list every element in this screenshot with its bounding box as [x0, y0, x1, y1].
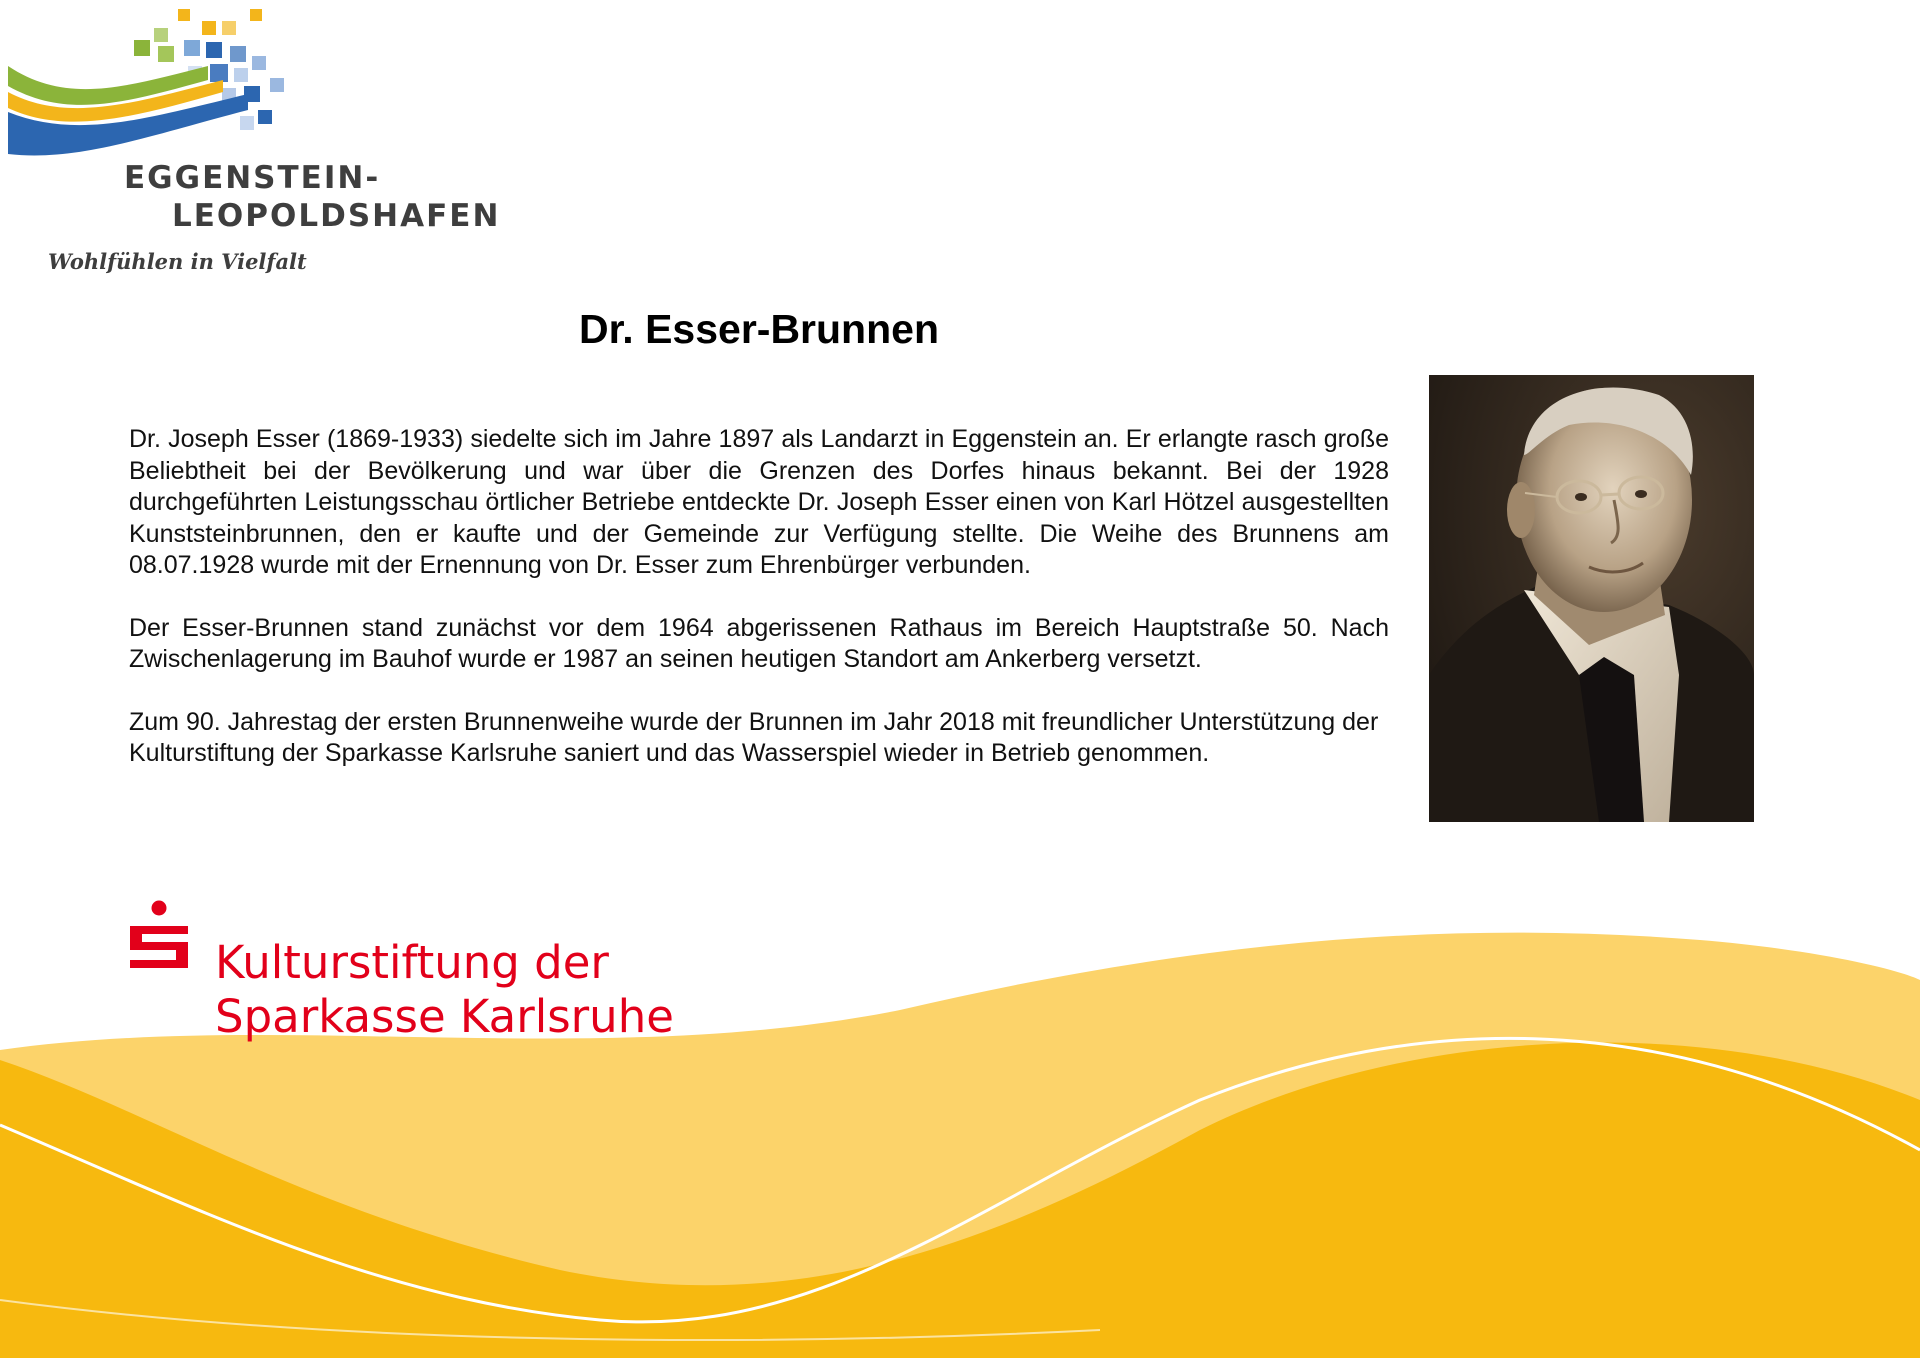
paragraph-location: Der Esser-Brunnen stand zunächst vor dem 1964 abgerissenen Rathaus im Bereich Hauptstraße 50. Nach Zwischenlagerung im Bauhof wurde er 1987 an seinen heutigen Standort am Ankerberg versetzt.: [129, 613, 1389, 673]
page-title: Dr. Esser-Brunnen: [579, 306, 939, 352]
portrait-illustration: [1429, 375, 1754, 822]
municipality-slogan: Wohlfühlen in Vielfalt: [48, 249, 307, 274]
municipality-logo: [8, 6, 528, 286]
sparkasse-name-line-1: Kulturstiftung der: [215, 936, 609, 989]
body-text: [129, 424, 1389, 801]
municipality-wave-emblem: [8, 6, 318, 166]
paragraph-history: Dr. Joseph Esser (1869-1933) siedelte sich im Jahre 1897 als Landarzt in Eggenstein an. Er erlangte rasch große Beliebtheit bei der Bevölkerung und war über die Grenzen des Dorfes hinaus bekannt. Bei der 1928 durchgeführten Leistungsschau örtlicher Betriebe entdeckte Dr. Joseph Esser einen von Karl Hötzel ausgestellten Kunststeinbrunnen, den er kaufte und der Gemeinde zur Verfügung stellte. Die Weihe des Brunnens am 08.07.1928 wurde mit der Ernennung von Dr. Esser zum Ehrenbürger verbunden.: [129, 425, 1389, 579]
sparkasse-name-line-2: Sparkasse Karlsruhe: [215, 990, 674, 1043]
municipality-name-line-1: EGGENSTEIN-: [124, 160, 381, 196]
sparkasse-foundation-name: [215, 936, 674, 1044]
portrait-photo: [1429, 375, 1754, 822]
municipality-name-line-2: LEOPOLDSHAFEN: [172, 198, 501, 234]
sparkasse-s-icon: [128, 900, 190, 980]
paragraph-restoration: Zum 90. Jahrestag der ersten Brunnenweihe wurde der Brunnen im Jahr 2018 mit freundlicher Unterstützung der Kulturstiftung der Sparkasse Karlsruhe saniert und das Wasserspiel wieder in Betrieb genommen.: [129, 707, 1379, 767]
